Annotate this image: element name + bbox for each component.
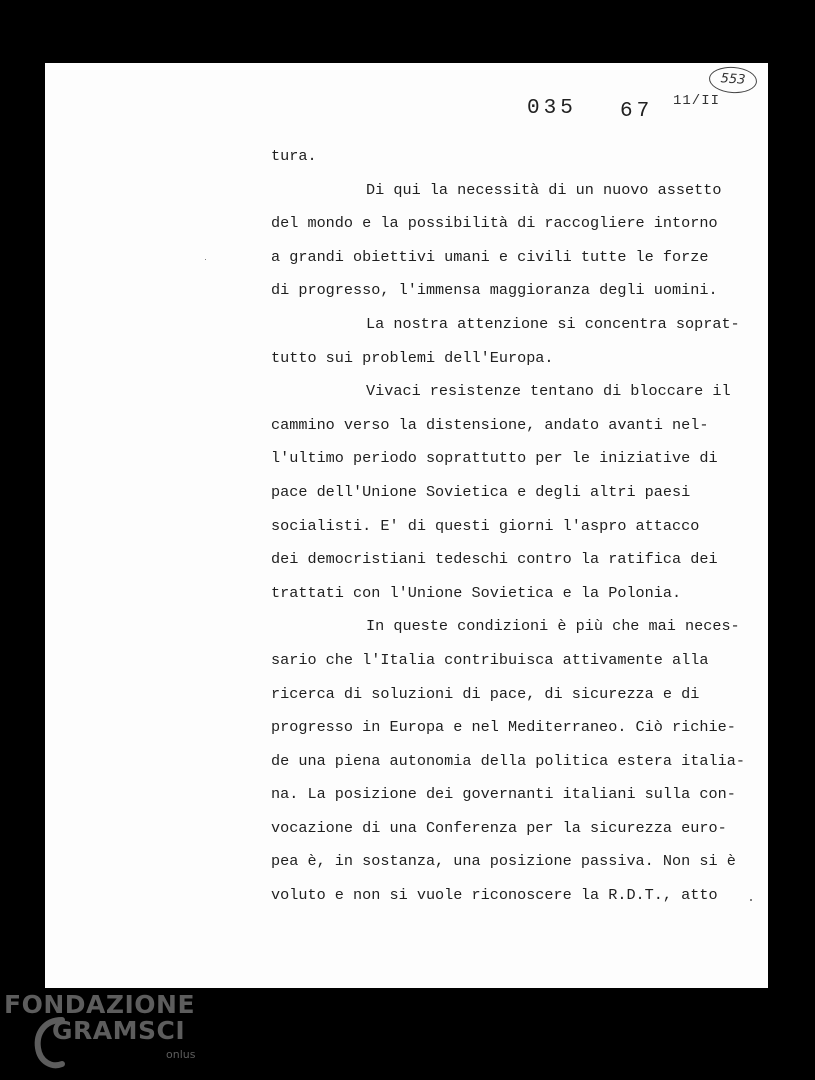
text-line: pea è, in sostanza, una posizione passiva. Non si è: [271, 852, 736, 871]
text-line: de una piena autonomia della politica estera italia-: [271, 751, 745, 770]
text-line: socialisti. E' di questi giorni l'aspro attacco: [271, 516, 700, 535]
text-line: l'ultimo periodo soprattutto per le iniziative di: [271, 449, 718, 468]
text-line: sario che l'Italia contribuisca attivamente alla: [271, 650, 709, 669]
text-line: La nostra attenzione si concentra soprat-: [366, 314, 740, 333]
text-line: voluto e non si vuole riconoscere la R.D.T., atto: [271, 886, 718, 905]
text-line: tutto sui problemi dell'Europa.: [271, 348, 554, 367]
paper-speck: [205, 259, 206, 260]
text-line: Vivaci resistenze tentano di bloccare il: [366, 382, 731, 401]
text-line: del mondo e la possibilità di raccogliere intorno: [271, 214, 718, 233]
text-line: cammino verso la distensione, andato avanti nel-: [271, 415, 709, 434]
text-line: di progresso, l'immensa maggioranza degli uomini.: [271, 281, 718, 300]
text-line: Di qui la necessità di un nuovo assetto: [366, 180, 722, 199]
text-line: pace dell'Unione Sovietica e degli altri paesi: [271, 482, 691, 501]
handwritten-page-number: 553: [708, 65, 758, 94]
text-line: trattati con l'Unione Sovietica e la Polonia.: [271, 583, 682, 602]
text-line: progresso in Europa e nel Mediterraneo. Ciò richie-: [271, 718, 736, 737]
text-line: In queste condizioni è più che mai neces-: [366, 617, 740, 636]
text-line: dei democristiani tedeschi contro la ratifica dei: [271, 550, 718, 569]
typed-text-body: [271, 140, 761, 913]
logo-text-line1: FONDAZIONE: [4, 990, 196, 1019]
document-page: [45, 63, 768, 988]
archive-number-left: 035: [527, 97, 577, 120]
fondazione-gramsci-logo: [4, 990, 204, 1076]
page-reference: 11/II: [673, 93, 721, 109]
text-line: ricerca di soluzioni di pace, di sicurezza e di: [271, 684, 700, 703]
archive-number-mid: 67: [620, 100, 654, 123]
logo-subtext: onlus: [166, 1048, 196, 1061]
text-line: a grandi obiettivi umani e civili tutte le forze: [271, 247, 709, 266]
text-line: tura.: [271, 147, 317, 165]
logo-text-line2: GRAMSCI: [52, 1016, 186, 1045]
text-line: vocazione di una Conferenza per la sicurezza euro-: [271, 818, 727, 837]
paper-speck: [750, 899, 752, 901]
text-line: na. La posizione dei governanti italiani sulla con-: [271, 785, 736, 804]
